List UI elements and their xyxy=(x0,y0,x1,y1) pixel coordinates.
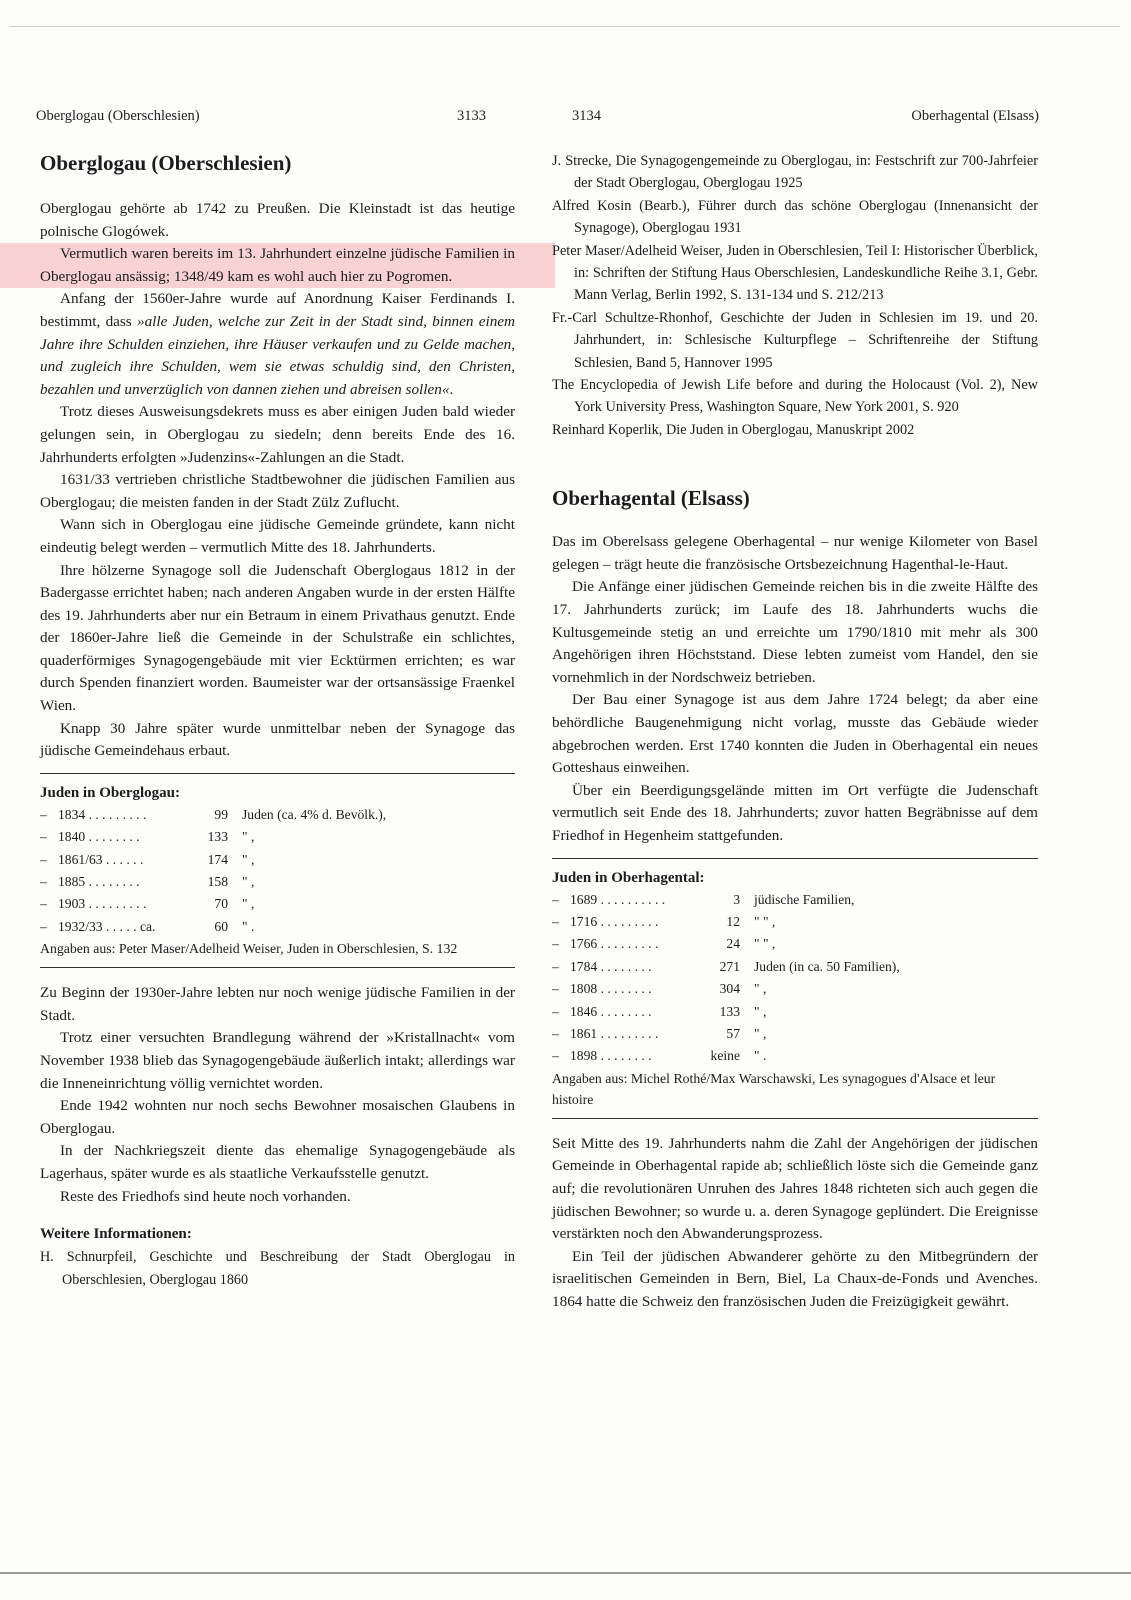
table-row xyxy=(40,826,386,848)
population-table-oberglogau xyxy=(40,804,386,938)
value: 24 xyxy=(726,936,740,952)
highlighted-paragraph: Vermutlich waren bereits im 13. Jahrhundert einzelne jüdische Familien in Oberglogau ansässig; 1348/49 kam es wohl auch hier zu Pogromen. xyxy=(0,243,555,288)
note: " . xyxy=(242,918,255,934)
divider xyxy=(40,967,515,968)
table-row xyxy=(552,889,900,911)
divider xyxy=(552,858,1038,859)
paragraph: Das im Oberelsass gelegene Oberhagental – nur wenige Kilometer von Basel gelegen – trägt heute die französische Ortsbezeichnung Hagenthal-le-Haut. xyxy=(552,533,1038,573)
table-row xyxy=(552,978,900,1000)
text: . xyxy=(449,380,454,398)
table-row xyxy=(552,1023,900,1045)
value: keine xyxy=(710,1048,740,1064)
year: 1846 . . . . . . . . xyxy=(570,1003,652,1019)
dash: – xyxy=(552,936,559,952)
reference-item: H. Schnurpfeil, Geschichte und Beschreibung der Stadt Oberglogau in Oberschlesien, Oberglogau 1860 xyxy=(40,1249,515,1288)
year: 1834 . . . . . . . . . xyxy=(58,806,147,822)
reference-item: The Encyclopedia of Jewish Life before and during the Holocaust (Vol. 2), New York University Press, Washington Square, New York 2001, S. 920 xyxy=(552,377,1038,416)
section-title-oberhagental: Oberhagental (Elsass) xyxy=(552,486,750,511)
value: 3 xyxy=(733,891,740,907)
reference-item: Peter Maser/Adelheid Weiser, Juden in Oberschlesien, Teil I: Historischer Überblick, in: Schriften der Stiftung Haus Oberschlesien, Landeskundliche Reihe 3.1, Gebr. Mann Verlag, Berlin 1992, S. 131-134 und S. 212/213 xyxy=(552,242,1038,304)
value: 158 xyxy=(207,874,228,890)
value: 174 xyxy=(207,851,228,867)
dash: – xyxy=(40,806,47,822)
paragraph: Trotz dieses Ausweisungsdekrets muss es aber einigen Juden bald wieder gelungen sein, in Oberglogau zu siedeln; denn bereits Ende des 16. Jahrhunderts erfolgten »Judenzins«-Zahlungen an die Stadt. xyxy=(40,403,515,466)
paragraph: Ihre hölzerne Synagoge soll die Judenschaft Oberglogaus 1812 in der Badergasse errichtet haben; nach anderen Angaben wurde in der ersten Hälfte des 19. Jahrhunderts aber nur ein Betraum in einem Privathaus genutzt. Ende der 1860er-Jahre ließ die Gemeinde in der Schulstraße ein schlichtes, quaderförmiges Synagogengebäude mit vier Ecktürmen errichten; es war durch Spenden finanziert worden. Baumeister war der ortsansässige Fraenkel Wien. xyxy=(40,561,515,715)
paragraph: Knapp 30 Jahre später wurde unmittelbar neben der Synagoge das jüdische Gemeindehaus erbaut. xyxy=(40,719,515,760)
year: 1784 . . . . . . . . xyxy=(570,958,652,974)
table-row xyxy=(40,871,386,893)
value: 133 xyxy=(719,1003,740,1019)
value: 133 xyxy=(207,829,228,845)
page-number-left: 3133 xyxy=(457,108,486,124)
table-row xyxy=(552,956,900,978)
value: 57 xyxy=(726,1026,740,1042)
table-row xyxy=(552,911,900,933)
page-bottom-edge xyxy=(0,1572,1131,1574)
year: 1808 . . . . . . . . xyxy=(570,981,652,997)
paragraph: Seit Mitte des 19. Jahrhunderts nahm die Zahl der Angehörigen der jüdischen Gemeinde in Oberhagental rapide ab; schließlich löste sich die Gemeinde ganz auf; die revolutionären Unruhen des Jahres 1848 richteten sich auch gegen die jüdischen Bewohner; so wurde u. a. deren Synagoge geplündert. Die Ereignisse verstärkten noch den Abwanderungsprozess. xyxy=(552,1134,1038,1243)
running-header-right-title: Oberhagental (Elsass) xyxy=(911,108,1039,124)
divider xyxy=(40,773,515,774)
year: 1689 . . . . . . . . . . xyxy=(570,891,666,907)
value: 60 xyxy=(214,918,228,934)
paragraph: Oberglogau gehörte ab 1742 zu Preußen. Die Kleinstadt ist das heutige polnische Glogówek. xyxy=(40,200,515,240)
page-number-right: 3134 xyxy=(572,108,601,124)
note: " , xyxy=(242,874,255,890)
year: 1861/63 . . . . . . xyxy=(58,851,144,867)
note: jüdische Familien, xyxy=(754,891,855,907)
table-row xyxy=(40,849,386,871)
reference-item: Reinhard Koperlik, Die Juden in Oberglogau, Manuskript 2002 xyxy=(552,421,915,438)
paragraph: Über ein Beerdigungsgelände mitten im Ort verfügte die Judenschaft vermutlich seit Ende des 18. Jahrhunderts; zuvor hatten Begräbnisse auf dem Friedhof in Hegenheim stattgefunden. xyxy=(552,781,1038,844)
note: " " , xyxy=(754,936,776,952)
paragraph: Der Bau einer Synagoge ist aus dem Jahre 1724 belegt; da aber eine behördliche Baugenehmigung nicht vorlag, musste das Gebäude wieder abgebrochen werden. Erst 1740 konnten die Juden in Oberhagental ein neues Gotteshaus einweihen. xyxy=(552,691,1038,777)
dash: – xyxy=(552,981,559,997)
note: " , xyxy=(242,896,255,912)
text: Anfang der 1560er-Jahre wurde auf Anordnung Kaiser Ferdinands I. bestimmt, dass xyxy=(40,290,515,330)
value: 99 xyxy=(214,806,228,822)
note: " , xyxy=(754,1026,767,1042)
value: 70 xyxy=(214,896,228,912)
note: " , xyxy=(242,829,255,845)
left-column xyxy=(40,150,515,1291)
table-row xyxy=(552,1045,900,1067)
table-row xyxy=(552,1001,900,1023)
running-header-left-title: Oberglogau (Oberschlesien) xyxy=(36,108,200,124)
year: 1898 . . . . . . . . xyxy=(570,1048,652,1064)
table-row xyxy=(40,804,386,826)
quotation: »alle Juden, welche zur Zeit in der Stadt sind, binnen einem Jahre ihre Schulden einziehen, ihre Häuser verkaufen und zu Gelde machen, und zugleich ihre Schulden, wem sie etwas schuldig sind, den Christen, bezahlen und unverzüglich von dannen ziehen und abreisen sollen« xyxy=(40,312,515,398)
year: 1840 . . . . . . . . xyxy=(58,829,140,845)
value: 304 xyxy=(719,981,740,997)
dash: – xyxy=(552,1026,559,1042)
reference-item: Fr.-Carl Schultze-Rhonhof, Geschichte der Juden in Schlesien im 19. und 20. Jahrhundert, in: Schlesische Kulturpflege – Schriftenreihe der Stiftung Schlesien, Band 5, Hannover 1995 xyxy=(552,309,1038,371)
paragraph: Zu Beginn der 1930er-Jahre lebten nur noch wenige jüdische Familien in der Stadt. xyxy=(40,984,515,1024)
paragraph: Reste des Friedhofs sind heute noch vorhanden. xyxy=(60,1187,351,1205)
divider xyxy=(552,1118,1038,1119)
table-row xyxy=(40,893,386,915)
stats-source: Angaben aus: Peter Maser/Adelheid Weiser, Juden in Oberschlesien, S. 132 xyxy=(40,941,458,957)
dash: – xyxy=(40,918,47,934)
value: 12 xyxy=(726,914,740,929)
year: 1932/33 . . . . . ca. xyxy=(58,918,156,934)
right-column xyxy=(552,150,1038,1314)
dash: – xyxy=(40,851,47,867)
reference-item: J. Strecke, Die Synagogengemeinde zu Oberglogau, in: Festschrift zur 700-Jahrfeier der Stadt Oberglogau, Oberglogau 1925 xyxy=(552,153,1038,192)
year: 1903 . . . . . . . . . xyxy=(58,896,147,912)
paragraph: Ende 1942 wohnten nur noch sechs Bewohner mosaischen Glaubens in Oberglogau. xyxy=(40,1097,515,1137)
paragraph: Wann sich in Oberglogau eine jüdische Gemeinde gründete, kann nicht eindeutig belegt werden – vermutlich Mitte des 18. Jahrhunderts. xyxy=(40,516,515,556)
further-info-title: Weitere Informationen: xyxy=(40,1226,192,1243)
year: 1766 . . . . . . . . . xyxy=(570,936,659,952)
paragraph: Ein Teil der jüdischen Abwanderer gehörte zu den Mitbegründern der israelitischen Gemeinden in Bern, Biel, La Chaux-de-Fonds und Avenches. 1864 hatte die Schweiz den französischen Juden die Freizügigkeit gewährt. xyxy=(552,1247,1038,1310)
section-title-oberglogau: Oberglogau (Oberschlesien) xyxy=(40,151,292,175)
note: Juden (in ca. 50 Familien), xyxy=(754,958,900,974)
dash: – xyxy=(552,891,559,907)
paragraph: In der Nachkriegszeit diente das ehemalige Synagogengebäude als Lagerhaus, später wurde es als staatliche Verkaufsstelle genutzt. xyxy=(40,1142,515,1183)
stats-title: Juden in Oberhagental: xyxy=(552,869,705,886)
page-top-edge xyxy=(10,26,1120,27)
note: Juden (ca. 4% d. Bevölk.), xyxy=(242,806,387,822)
dash: – xyxy=(552,1048,559,1064)
stats-title: Juden in Oberglogau: xyxy=(40,784,181,801)
paragraph: Trotz einer versuchten Brandlegung während der »Kristallnacht« vom November 1938 blieb das Synagogengebäude äußerlich intakt; allerdings war die Inneneinrichtung völlig vernichtet worden. xyxy=(40,1029,515,1092)
paragraph: 1631/33 vertrieben christliche Stadtbewohner die jüdischen Familien aus Oberglogau; die meisten fanden in der Stadt Zülz Zuflucht. xyxy=(40,471,515,511)
paragraph-decree xyxy=(40,288,515,401)
stats-source: Angaben aus: Michel Rothé/Max Warschawski, Les synagogues d'Alsace et leur histoire xyxy=(552,1070,996,1107)
reference-item: Alfred Kosin (Bearb.), Führer durch das schöne Oberglogau (Innenansicht der Synagoge), Oberglogau 1931 xyxy=(552,197,1038,237)
population-table-oberhagental xyxy=(552,889,900,1068)
note: " " , xyxy=(754,914,776,929)
dash: – xyxy=(552,958,559,974)
table-row xyxy=(552,933,900,955)
year: 1861 . . . . . . . . . xyxy=(570,1026,659,1042)
note: " , xyxy=(754,1003,767,1019)
year: 1716 . . . . . . . . . xyxy=(570,914,659,929)
note: " , xyxy=(242,851,255,867)
paragraph: Die Anfänge einer jüdischen Gemeinde reichen bis in die zweite Hälfte des 17. Jahrhunderts zurück; im Laufe des 18. Jahrhunderts wuchs die Kultusgemeinde stetig an und erreichte um 1790/1810 mit mehr als 300 Angehörigen ihren Höchststand. Diese lebten zumeist vom Handel, den sie vornehmlich in der Nordschweiz betrieben. xyxy=(552,578,1038,686)
table-row xyxy=(40,916,386,938)
year: 1885 . . . . . . . . xyxy=(58,874,140,890)
note: " . xyxy=(754,1048,767,1064)
dash: – xyxy=(552,914,559,929)
dash: – xyxy=(552,1003,559,1019)
dash: – xyxy=(40,874,47,890)
note: " , xyxy=(754,981,767,997)
dash: – xyxy=(40,896,47,912)
value: 271 xyxy=(719,958,740,974)
dash: – xyxy=(40,829,47,845)
